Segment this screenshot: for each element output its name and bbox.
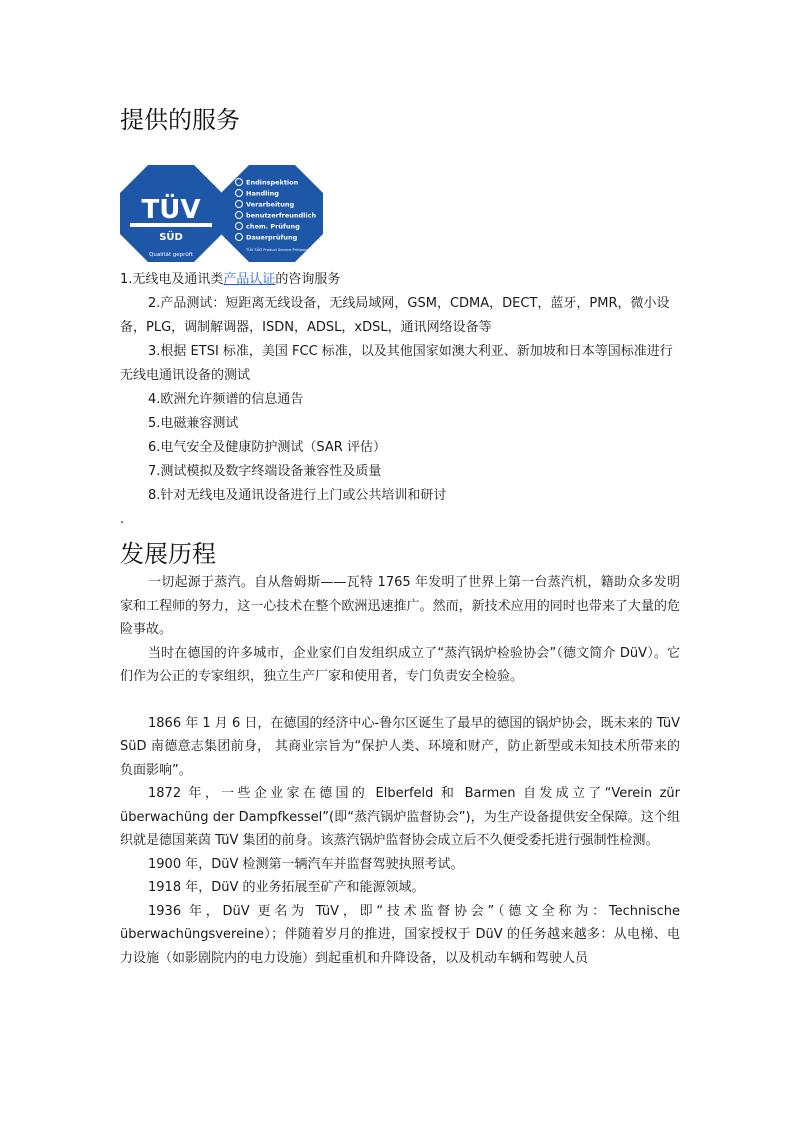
paragraph-gap [120,689,680,712]
history-heading: 发展历程 [120,540,216,568]
check-item [236,212,317,220]
product-certification-link[interactable]: 产品认证 [223,272,276,287]
check-item [236,223,301,231]
logo-sub-text: SÜD [159,232,183,243]
svg-text:benutzerfreundlich: benutzerfreundlich [246,211,317,220]
logo-bottom-right-text: TÜV SÜD Product Service Prüfprogramm [246,248,319,252]
history-paragraph: 1936 年，DüV 更名为 TüV，即“技术监督协会”（德文全称为：Technische überwachüngsvereine）；伴随着岁月的推进，国家授权于 DüV 的任务越来越多：从电梯、电力设施（如影剧院内的电力设施）到起重机和升降设备，以及机动车辆和驾驶人员 [120,903,680,966]
history-paragraph: 1918 年，DüV 的业务拓展至矿产和能源领域。 [148,880,425,895]
tuv-sud-logo [120,165,323,262]
svg-text:Endinspektion: Endinspektion [246,178,299,187]
service-item-1: 1.无线电及通讯类产品认证的咨询服务 [120,272,341,287]
service-item-6: 6.电气安全及健康防护测试（SAR 评估） [148,440,386,455]
history-paragraph: 1866 年 1 月 6 日，在德国的经济中心-鲁尔区诞生了最早的德国的锅炉协会，既未来的 TüV SüD 南德意志集团前身， 其商业宗旨为“保护人类、环境和财产，防止新型或未知技术所带来的负面影响”。 [120,715,680,778]
services-list [120,268,680,528]
service-item-8: 8.针对无线电及通讯设备进行上门或公共培训和研讨 [148,488,447,503]
svg-text:Handling: Handling [246,189,279,198]
svg-text:Dauerprüfung: Dauerprüfung [246,233,298,242]
services-heading: 提供的服务 [120,106,240,134]
svg-text:Verarbeitung: Verarbeitung [246,200,295,209]
service-item-5: 5.电磁兼容测试 [148,416,239,431]
service-item-4: 4.欧洲允许频谱的信息通告 [148,392,304,407]
history-paragraph: 1900 年，DüV 检测第一辆汽车并监督驾驶执照考试。 [148,856,464,872]
history-body [120,571,680,970]
history-paragraph: 当时在德国的许多城市，企业家们自发组织成立了“蒸汽锅炉检验协会”（德文简介 DüV）。它们作为公正的专家组织，独立生产厂家和使用者，专门负责安全检验。 [120,645,680,684]
logo-mark-text: TÜV [141,195,201,225]
svg-text:chem. Prüfung: chem. Prüfung [246,222,300,231]
history-paragraph: 一切起源于蒸汽。自从詹姆斯——瓦特 1765 年发明了世界上第一台蒸汽机，籍助众多发明家和工程师的努力，这一心技术在整个欧洲迅速推广。然而，新技术应用的同时也带来了大量的危险事故。 [120,575,680,637]
service-item-2: 2.产品测试：短距离无线设备，无线局域网，GSM，CDMA，DECT，蓝牙，PMR，微小设备，PLG，调制解调器，ISDN，ADSL，xDSL，通讯网络设备等 [120,296,670,335]
trailing-dot: . [120,512,125,527]
service-item-3: 3.根据 ETSI 标准，美国 FCC 标准，以及其他国家如澳大利亚、新加坡和日本等国标准进行无线电通讯设备的测试 [120,344,673,383]
logo-bottom-text: Qualität geprüft [149,252,193,258]
service-item-7: 7.测试模拟及数字终端设备兼容性及质量 [148,464,382,479]
history-paragraph: 1872 年，一些企业家在德国的 Elberfeld 和 Barmen 自发成立了“Verein zür überwachüng der Dampfkessel”(即“蒸汽锅炉监督协会”)，为生产设备提供安全保障。这个组织就是德国莱茵 TüV 集团的前身。该蒸汽锅炉监督协会成立后不久便受委托进行强制性检测。 [120,786,680,848]
